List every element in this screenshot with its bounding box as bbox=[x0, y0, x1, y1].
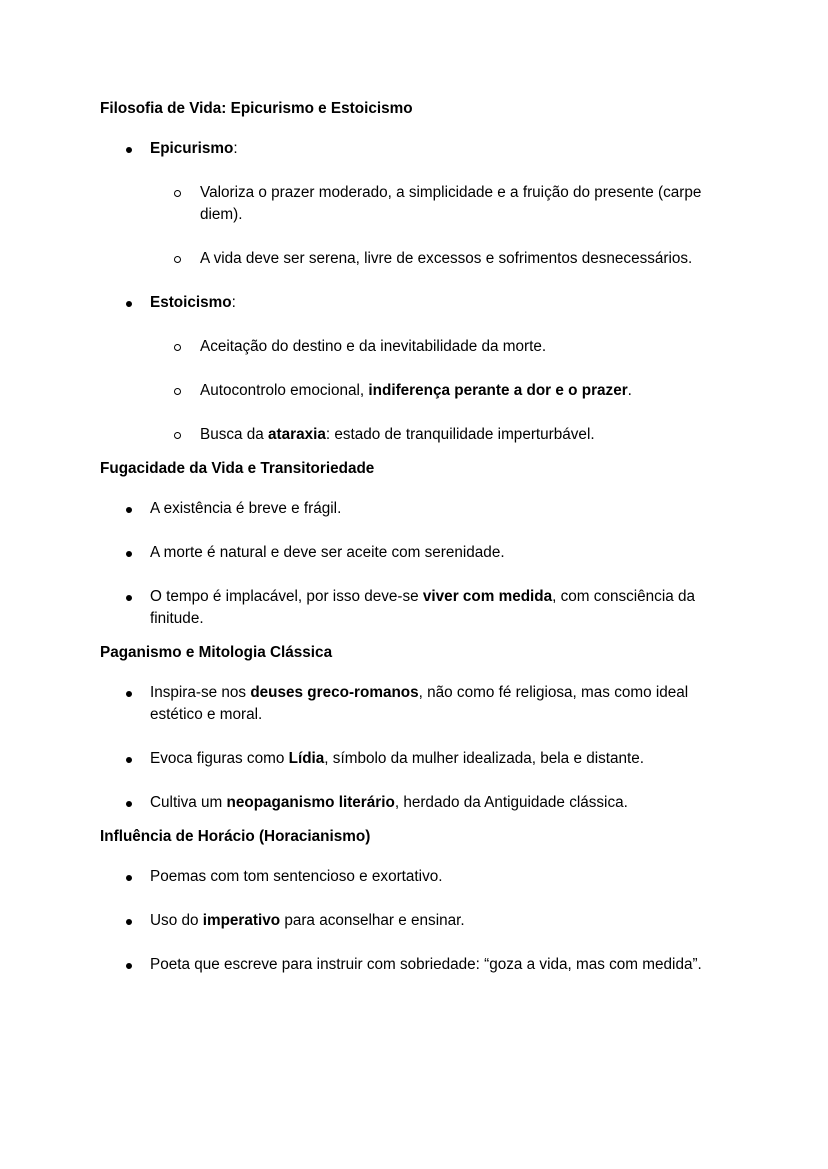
text-run: A existência é breve e frágil. bbox=[150, 500, 342, 517]
text-run: Inspira-se nos bbox=[150, 684, 251, 701]
bullet-dot-icon bbox=[126, 586, 132, 608]
bold-text: viver com medida bbox=[422, 588, 553, 605]
bold-text: Lídia bbox=[288, 750, 325, 767]
section-heading: Influência de Horácio (Horacianismo) bbox=[100, 828, 371, 845]
bold-text: neopaganismo literário bbox=[226, 794, 395, 811]
bullet-circle-icon bbox=[174, 248, 181, 270]
bold-text: imperativo bbox=[202, 912, 281, 929]
text-run: para aconselhar e ensinar. bbox=[280, 912, 465, 929]
text-run: Busca da bbox=[200, 426, 269, 443]
section bbox=[100, 98, 740, 446]
section bbox=[100, 642, 740, 814]
list-item bbox=[100, 866, 740, 888]
text-run: , com consciência da finitude. bbox=[150, 588, 695, 627]
text-run: Poeta que escreve para instruir com sobriedade: “goza a vida, mas com medida”. bbox=[150, 956, 702, 973]
bullet-dot-icon bbox=[126, 542, 132, 564]
text-run: A vida deve ser serena, livre de excessos e sofrimentos desnecessários. bbox=[200, 250, 693, 267]
bold-text: deuses greco-romanos bbox=[250, 684, 419, 701]
bold-text: ataraxia bbox=[268, 426, 326, 443]
bullet-dot-icon bbox=[126, 866, 132, 888]
sub-list-item bbox=[150, 182, 740, 226]
bold-text: Estoicismo bbox=[150, 294, 232, 311]
list-item bbox=[100, 792, 740, 814]
text-run: Uso do bbox=[150, 912, 203, 929]
bold-text: indiferença perante a dor e o prazer bbox=[368, 382, 628, 399]
section bbox=[100, 458, 740, 630]
sub-list-item bbox=[150, 336, 740, 358]
list-item bbox=[100, 954, 740, 976]
sub-bullet-list bbox=[150, 336, 740, 446]
list-item bbox=[100, 138, 740, 270]
text-run: Autocontrolo emocional, bbox=[200, 382, 369, 399]
sub-list-item bbox=[150, 380, 740, 402]
text-run: O tempo é implacável, por isso deve-se bbox=[150, 588, 423, 605]
bullet-dot-icon bbox=[126, 682, 132, 704]
bullet-dot-icon bbox=[126, 954, 132, 976]
sub-list-item bbox=[150, 248, 740, 270]
bullet-list bbox=[100, 682, 740, 814]
bullet-circle-icon bbox=[174, 336, 181, 358]
bullet-list bbox=[100, 138, 740, 446]
bullet-circle-icon bbox=[174, 424, 181, 446]
section bbox=[100, 826, 740, 976]
sub-bullet-list bbox=[150, 182, 740, 270]
bullet-dot-icon bbox=[126, 498, 132, 520]
text-run: , não como fé religiosa, mas como ideal estético e moral. bbox=[150, 684, 689, 723]
list-item bbox=[100, 292, 740, 446]
list-item bbox=[100, 498, 740, 520]
text-run: Cultiva um bbox=[150, 794, 227, 811]
bullet-dot-icon bbox=[126, 792, 132, 814]
bold-text: Epicurismo bbox=[150, 140, 234, 157]
bullet-dot-icon bbox=[126, 292, 132, 314]
text-run: , herdado da Antiguidade clássica. bbox=[394, 794, 628, 811]
bullet-circle-icon bbox=[174, 182, 181, 204]
text-run: , símbolo da mulher idealizada, bela e distante. bbox=[324, 750, 645, 767]
text-run: Aceitação do destino e da inevitabilidade da morte. bbox=[200, 338, 547, 355]
section-heading: Paganismo e Mitologia Clássica bbox=[100, 644, 333, 661]
bullet-list bbox=[100, 498, 740, 630]
section-heading: Fugacidade da Vida e Transitoriedade bbox=[100, 460, 375, 477]
text-run: : bbox=[231, 294, 236, 311]
bullet-list bbox=[100, 866, 740, 976]
text-run: Poemas com tom sentencioso e exortativo. bbox=[150, 868, 443, 885]
text-run: : bbox=[233, 140, 238, 157]
list-item bbox=[100, 748, 740, 770]
bullet-circle-icon bbox=[174, 380, 181, 402]
list-item bbox=[100, 682, 740, 726]
sub-list-item bbox=[150, 424, 740, 446]
section-heading: Filosofia de Vida: Epicurismo e Estoicismo bbox=[100, 100, 413, 117]
text-run: A morte é natural e deve ser aceite com serenidade. bbox=[150, 544, 505, 561]
text-run: Valoriza o prazer moderado, a simplicidade e a fruição do presente (carpe diem). bbox=[200, 184, 702, 223]
text-run: . bbox=[627, 382, 632, 399]
list-item bbox=[100, 910, 740, 932]
document-page bbox=[100, 98, 740, 988]
bullet-dot-icon bbox=[126, 748, 132, 770]
text-run: Evoca figuras como bbox=[150, 750, 289, 767]
bullet-dot-icon bbox=[126, 138, 132, 160]
list-item bbox=[100, 586, 740, 630]
text-run: : estado de tranquilidade imperturbável. bbox=[325, 426, 595, 443]
bullet-dot-icon bbox=[126, 910, 132, 932]
list-item bbox=[100, 542, 740, 564]
